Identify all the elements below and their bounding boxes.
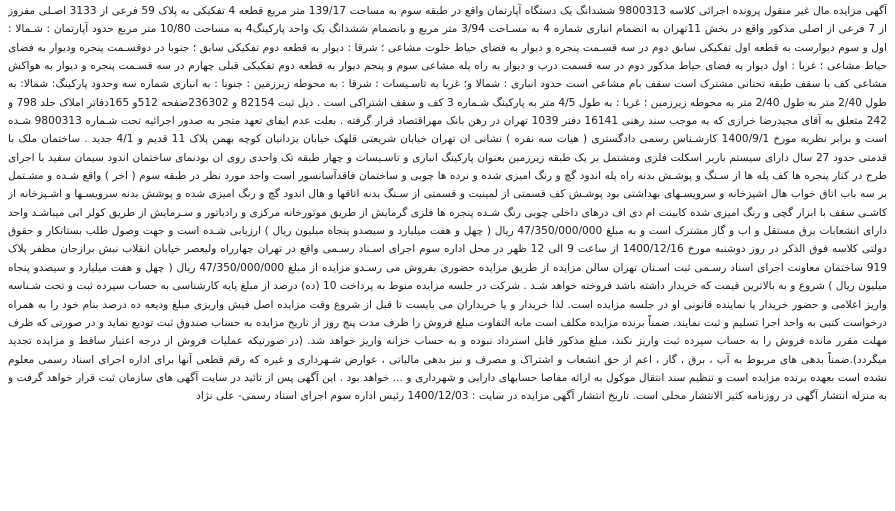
auction-notice bbox=[8, 2, 887, 508]
notice-body-text: آگهی مزایده مال غیر منقول پرونده اجرائی کلاسه 9800313 ششدانگ یک دستگاه آپارتمان واقع در طبقه سوم به مساحت 139/17 متر مربع قطعه 4 تفکیکی به پلاک 59 فرعی از 3133 اصـلی مفروز از 7 فرعی از اصلی مذکور واقع در بخش 11تهران به انضمام انباری شماره 4 به مسـاحت 3/94 متر مربع و بانضمام ششدانگ یک واحد پارکینگ4 به مساحت 10/80 متر مربع حدود آپارتمان : شـمالا : اول و سوم دیوارست به قطعه اول تفکیکی سابق دوم در سه قسـمت پنجره و دیوار به فضای حیاط خلوت مشاعی ؛ شرقا : دیوار به قطعه دوم تفکیکی سابق ؛ جنوبا در دوقسـمت پنجره ودیوار به فضای حیاط مشاعی ؛ غربا : اول دیوار به فضای حیاط مذکور دوم در سه قسمت درب و دیوار به راه پله مشاعی سوم و پنجم دیوار به قطعه دوم تفکیکی قبلی چهارم در سه قسـمت پنجره و دیوار به هواکش مشاعی کف با سقف طبقه تحتانی مشترک است سقف بام مشاعی است حدود انباری : شمالا و؛ غربا به تاسـیسات : شرقا : به محوطه زیرزمین : جنوبا : به انباری شماره سه وحدود پارکینگ: شمالا: به طول 2/40 متر به طول 2/40 متر به محوطه زیرزمین ؛ غربا : به طول 4/5 متر به پارکینگ شـماره 3 کف و سقف اشتراکی است . ذیل ثبت 82154 و 236302صفحه 512و 165دفاتر املاک جلد 798 و 242 متعلق به آقای مجیدرضا خرازی که به موجب سند رهنی 16141 دفتر 1039 تهران در رهن بانک مهراقتصاد قرار گرفته . بعلت عدم ایفای تعهد متجر به صدور اجرائیه تحت شـماره 9800313 شـده است و برابر نظریه مورخ 1400/9/1 کارشـناس رسمی دادگستری ( هیات سه نفره ) نشانی ان تهران خیابان شریعتی قلهک خیابان یزدانیان کوچه بهمن پلاک 11 قدیم و 4/1 جدید . ساختمان ملک با قدمتی حدود 27 سال دارای سیستم باربر اسکلت فلزی ومشتمل بر یک طبقه زیرزمین بعنوان پارکینگ انباری و تاسـیسات و چهار طبقه تک واحدی روی ان بودنمای ساختمان اندود سیمان سفید با اجرای طرح در کنار پنجره ها کف پله ها از سـنگ و پوشـش بدنه راه پله اندود گچ و رنگ امیزی شده و نرده ها چوبی و ساختمان فاقدآسانسور است واحد مورد نظر در طبقه سوم ( اخر ) واقع شـده و مشـتمل بر سه باب اتاق خواب هال اشپزخانه و سرویسـهای بهداشتی بود پوشـش کف قسمتی از لمینیت و قسمتی از سـنگ بدنه اتاقها و هال اندود گچ و رنگ امیزی شده و پوشش بدنه سرویسـها و اشـپزخانه از کاشـی سقف با ابزار گچی و رنگ امیزی شده کابینت ام دی اف درهای داخلی چوبی رنگ شـده پنجره ها فلزی گرمایش از طریق موتورخانه مرکزی و رادیاتور و سـرمایش از طریق کولر ابی میباشـد واحد دارای انشعابات برق مستقل و اب و گاز مشترک است و به مبلغ 47/350/000/000 ریال ( چهل و هفت میلیارد و سیصدو پنجاه میلیون ریال ) ارزیابی شـده است و جهت وصول طلب بستانکار و حقوق دولتی کلاسه فوق الذکر در روز دوشنبه مورخ 1400/12/16 از ساعت 9 الی 12 ظهر در محل اداره سوم اجرای اسـناد رسـمی واقع در تهران چهارراه ولیعصر خیابان انقلاب نبش برازجان مظفر پلاک 919 ساختمان معاونت اجرای اسناد رسـمی ثبت اسـتان تهران سالن مزایده از طریق مزایده حضوری بفروش می رسـدو مزایده از مبلغ 47/350/000/000 ریال ( چهل و هفت میلیارد و سیصدو پنجاه میلیون ریال ) شروع و به بالاترین قیمت که خریدار داشته باشد فروخته خواهد شـد . شرکت در جلسه مزایده منوط به پرداخت 10 (ده) درصد از مبلغ پایه کارشناسی به حساب سپرده ثبت و تحت شـناسه واریز اعلامی و حضور خریدار یا نماینده قانونی او در جلسه مزایده است. لذا خریدار و یا خریداران می بایست تا قبل از شروع وقت مزایده اصل فیش واریزی مبلغ ودیعه ده درصد بنام خود را به همراه درخواست کتبی به واحد اجرا تسلیم و ثبت نمایند. ضمناً برنده مزایده مکلف است مابه التفاوت مبلغ فروش را ظرف مدت پنج روز از تاریخ مزایده به حساب صندوق ثبت تودیع نماید و در صورتی که ظرف مهلت مقرر مانده فروش را به حساب سپرده ثبت واریز نکند، مبلغ مذکور قابل استرداد نبوده و به حساب خزانه واریز خواهد شد. (در صورتیکه عملیات فروش از درجه اعتبار ساقط و مزایده تجدید میگردد).ضمناً بدهی های مربوط به آب ، برق ، گاز ، اعم از حق انشعاب و اشتراک و مصرف و نیز بدهی مالیاتی ، عوارض شـهرداری و غیره که رقم قطعی آنها برای اداره اجرای اسناد رسمی معلوم نشده است بعهده برنده مزایده است و تنظیم سند انتقال موکول به ارائه مفاصا حسابهای دارایی و شهرداری و ... خواهد بود . این آگهی پس از تائید در سایت آگهی های سازمان ثبت قرار خواهد گرفت و به منزله انتشار آگهی در روزنامه کثیر الانتشار محلی است. تاریخ انتشار آگهی مزایده در سایت : 1400/12/03 رئیس اداره سوم اجرای اسناد رسمی- علی نژاد bbox=[8, 5, 887, 403]
